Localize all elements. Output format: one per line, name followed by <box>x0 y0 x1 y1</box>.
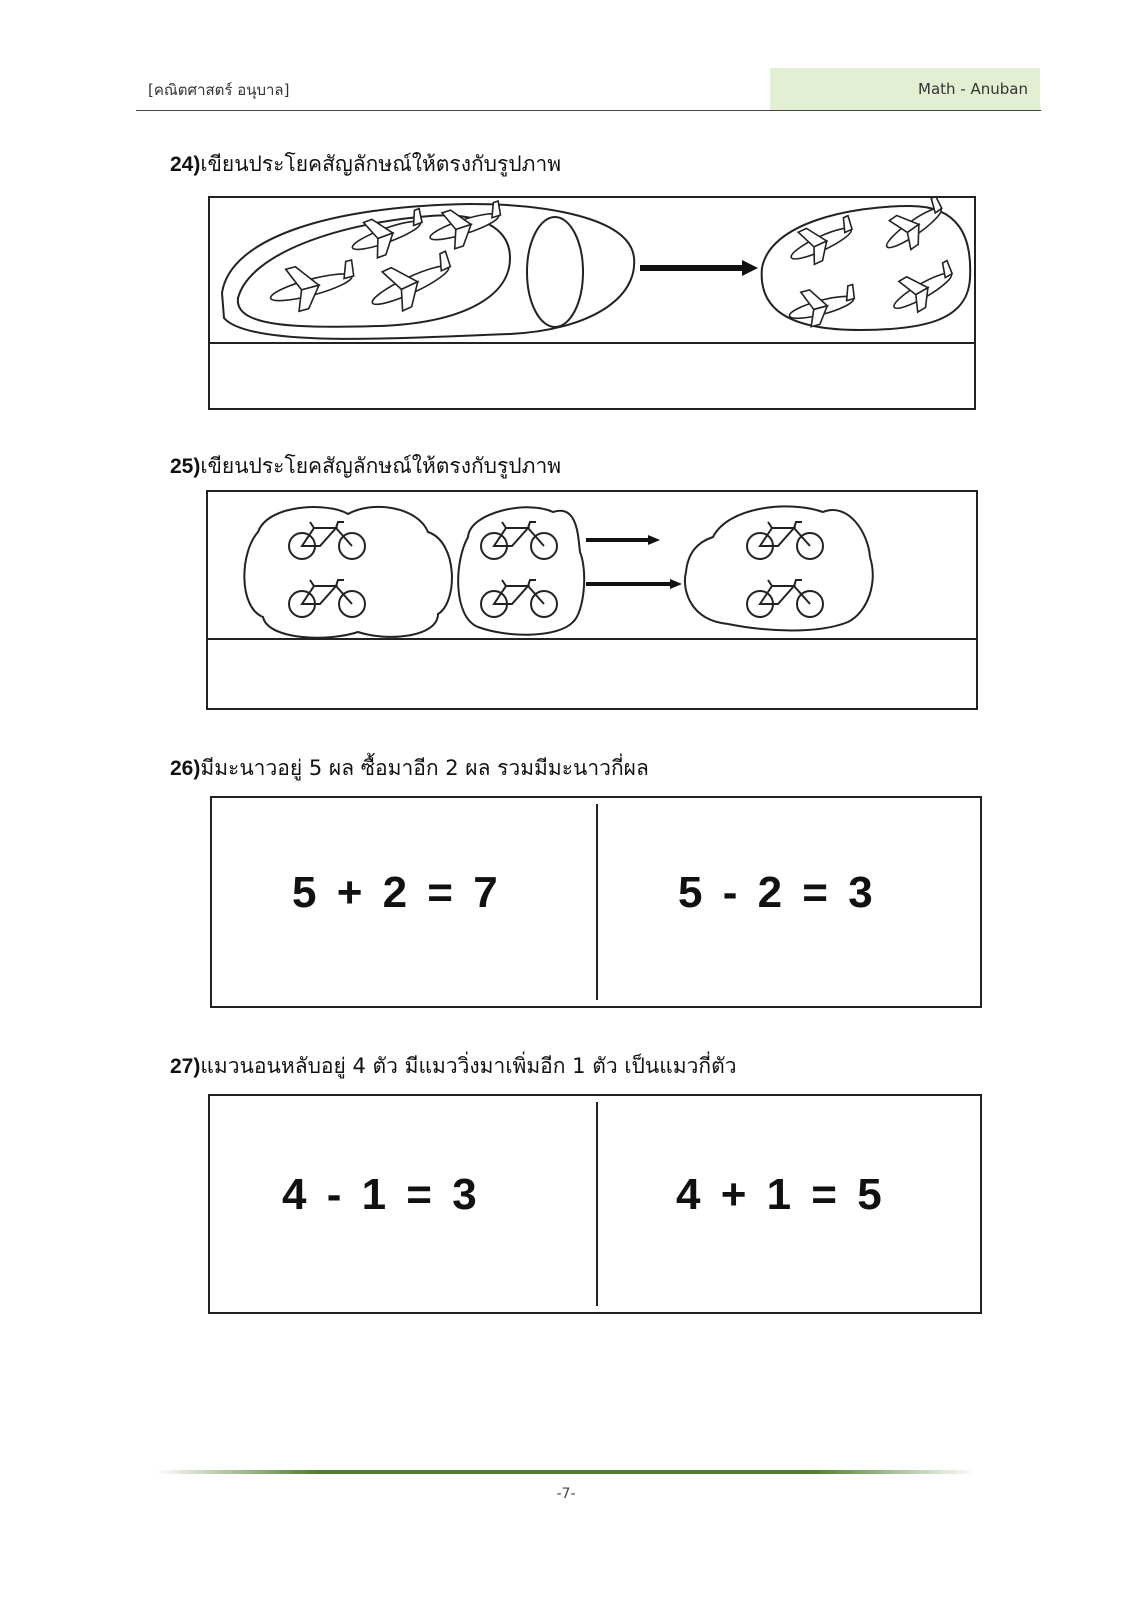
plane-icon <box>424 198 508 255</box>
question-text: เขียนประโยคสัญลักษณ์ให้ตรงกับรูปภาพ <box>200 454 562 478</box>
question-text: แมวนอนหลับอยู่ 4 ตัว มีแมววิ่งมาเพิ่มอีก 1 ตัว เป็นแมวกี่ตัว <box>200 1054 737 1078</box>
choice-left[interactable]: 5 + 2 = 7 <box>292 868 502 917</box>
plane-icon <box>783 210 861 272</box>
cloud-group-2 <box>458 507 584 634</box>
question-number: 26) <box>170 757 201 780</box>
bicycle-illustration <box>208 492 976 708</box>
question-24 <box>170 148 561 181</box>
plane-icon <box>784 279 860 332</box>
cloud-group-3 <box>685 506 873 630</box>
empty-group-oval <box>527 217 583 327</box>
answer-choice-box-27 <box>208 1094 982 1314</box>
bicycle-icon <box>481 522 557 559</box>
question-27 <box>170 1050 737 1083</box>
choice-right[interactable]: 4 + 1 = 5 <box>676 1170 886 1219</box>
choice-right[interactable]: 5 - 2 = 3 <box>678 868 877 917</box>
header-divider <box>136 110 1041 111</box>
plane-icon <box>346 203 430 265</box>
choice-divider <box>596 804 598 1000</box>
bicycle-icon <box>747 580 823 617</box>
page-number: -7- <box>556 1486 576 1502</box>
question-text: มีมะนาวอยู่ 5 ผล ซื้อมาอีก 2 ผล รวมมีมะนาวกี่ผล <box>200 756 649 780</box>
bicycle-picture-box <box>206 490 978 710</box>
question-number: 27) <box>170 1055 201 1078</box>
footer-divider <box>155 1470 975 1474</box>
question-number: 24) <box>170 153 201 176</box>
question-number: 25) <box>170 455 201 478</box>
question-text: เขียนประโยคสัญลักษณ์ให้ตรงกับรูปภาพ <box>200 152 562 176</box>
question-25 <box>170 450 561 483</box>
header-title-english: Math - Anuban <box>770 68 1040 110</box>
plane-icon <box>264 252 360 317</box>
answer-line <box>210 342 974 344</box>
plane-icon <box>884 255 962 321</box>
choice-divider <box>596 1102 598 1306</box>
cloud-group-1 <box>244 507 452 638</box>
bicycle-icon <box>289 522 365 559</box>
choice-left[interactable]: 4 - 1 = 3 <box>282 1170 481 1219</box>
arrow-head <box>742 260 758 276</box>
answer-choice-box-26 <box>210 796 982 1008</box>
airplane-illustration <box>210 198 974 408</box>
bicycle-icon <box>481 580 557 617</box>
airplane-picture-box <box>208 196 976 410</box>
answer-line <box>208 638 976 640</box>
bicycle-icon <box>289 580 365 617</box>
arrow-head <box>670 579 682 589</box>
bicycle-icon <box>747 522 823 559</box>
header-title-thai: [คณิตศาสตร์ อนุบาล] <box>148 81 290 99</box>
question-26 <box>170 752 649 785</box>
arrow-head <box>648 535 660 545</box>
